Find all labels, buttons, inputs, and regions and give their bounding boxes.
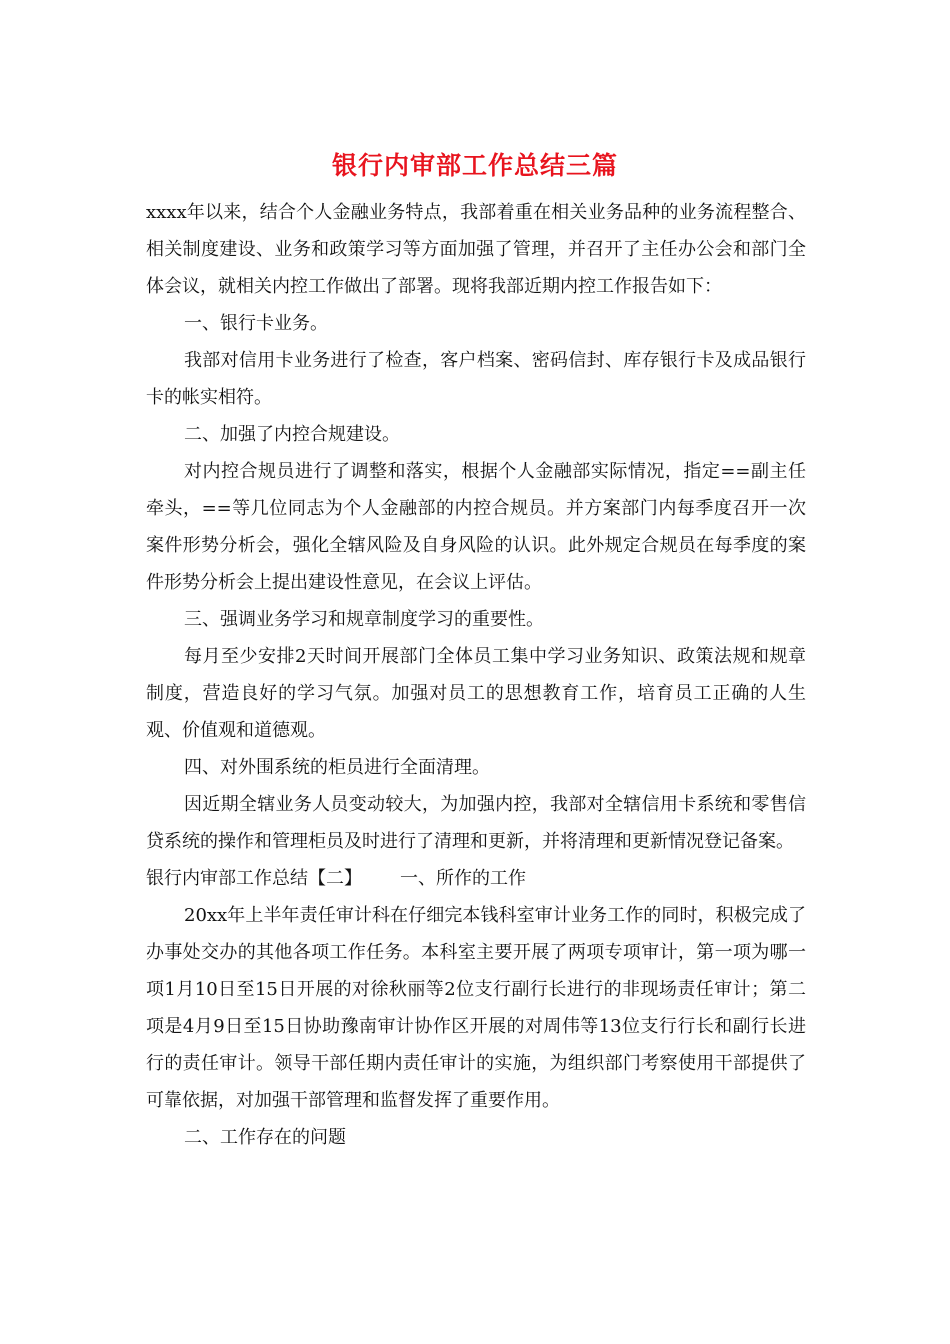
section-heading-1: 一、银行卡业务。	[184, 313, 328, 334]
document-body	[146, 194, 806, 1156]
part2-heading-2: 二、工作存在的问题	[184, 1127, 346, 1148]
section-heading-2: 二、加强了内控合规建设。	[184, 424, 400, 445]
section-heading-3: 三、强调业务学习和规章制度学习的重要性。	[184, 609, 544, 630]
section-text-2: 对内控合规员进行了调整和落实，根据个人金融部实际情况，指定==副主任牵头，==等几位同志为个人金融部的内控合规员。并方案部门内每季度召开一次案件形势分析会，强化全辖风险及自身风险的认识。此外规定合规员在每季度的案件形势分析会上提出建设性意见，在会议上评估。	[146, 461, 806, 593]
section-heading-4: 四、对外围系统的柜员进行全面清理。	[184, 757, 490, 778]
part2-heading-line	[146, 860, 806, 897]
part2-text: 20xx年上半年责任审计科在仔细完本钱科室审计业务工作的同时，积极完成了办事处交办的其他各项工作任务。本科室主要开展了两项专项审计，第一项为哪一项1月10日至15日开展的对徐秋丽等2位支行副行长进行的非现场责任审计；第二项是4月9日至15日协助豫南审计协作区开展的对周伟等13位支行行长和副行长进行的责任审计。领导干部任期内责任审计的实施，为组织部门考察使用干部提供了可靠依据，对加强干部管理和监督发挥了重要作用。	[146, 905, 806, 1111]
document-title: 银行内审部工作总结三篇	[331, 151, 618, 180]
part2-heading: 一、所作的工作	[400, 868, 526, 889]
intro-paragraph: xxxx年以来，结合个人金融业务特点，我部着重在相关业务品种的业务流程整合、相关制度建设、业务和政策学习等方面加强了管理，并召开了主任办公会和部门全体会议，就相关内控工作做出了部署。现将我部近期内控工作报告如下：	[146, 202, 806, 297]
section-text-3: 每月至少安排2天时间开展部门全体员工集中学习业务知识、政策法规和规章制度，营造良好的学习气氛。加强对员工的思想教育工作，培育员工正确的人生观、价值观和道德观。	[146, 646, 806, 741]
section-text-4: 因近期全辖业务人员变动较大，为加强内控，我部对全辖信用卡系统和零售信贷系统的操作和管理柜员及时进行了清理和更新，并将清理和更新情况登记备案。	[146, 794, 806, 852]
part2-label: 银行内审部工作总结【二】	[146, 868, 362, 889]
section-text-1: 我部对信用卡业务进行了检查，客户档案、密码信封、库存银行卡及成品银行卡的帐实相符。	[146, 350, 806, 408]
